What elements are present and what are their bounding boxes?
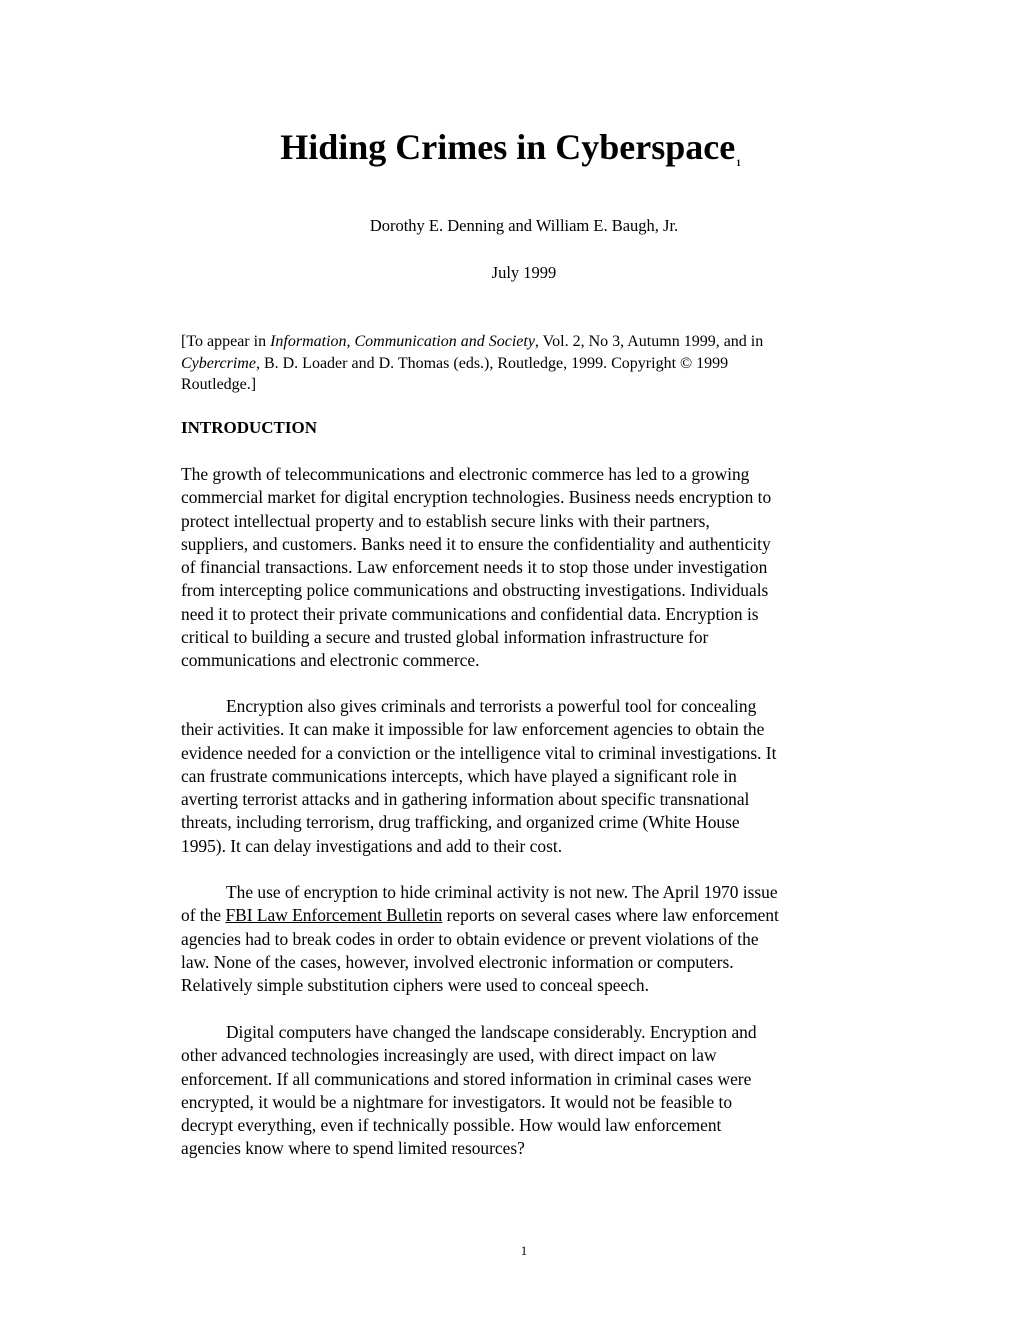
text-fragment: of the [181, 905, 226, 926]
citation-line-3: Routledge.] [181, 376, 257, 393]
citation-text: [To appear in [181, 333, 271, 350]
text-line: commercial market for digital encryption technologies. Business needs encryption to [181, 487, 772, 508]
text-line: communications and electronic commerce. [181, 650, 480, 671]
book-title: Cybercrime [181, 354, 256, 372]
text-line: other advanced technologies increasingly are used, with direct impact on law [181, 1045, 717, 1066]
paragraph-3 [181, 881, 881, 997]
text-line: threats, including terrorism, drug trafficking, and organized crime (White House [181, 812, 740, 833]
text-line: suppliers, and customers. Banks need it to ensure the confidentiality and authenticity [181, 533, 771, 554]
citation-note [181, 331, 871, 396]
paragraph-1 [181, 463, 881, 673]
text-line: encrypted, it would be a nightmare for investigators. It would not be feasible to [181, 1091, 733, 1112]
journal-title: Information, Communication and Society [270, 333, 535, 350]
text-line: Encryption also gives criminals and terrorists a powerful tool for concealing [226, 696, 757, 716]
citation-line-1 [181, 331, 871, 353]
page-number: 1 [520, 1243, 528, 1258]
text-line: need it to protect their private communications and confidential data. Encryption is [181, 603, 759, 624]
title-footnote-mark[interactable]: 1 [736, 158, 741, 168]
text-fragment: reports on several cases where law enforcement [442, 905, 779, 926]
text-line: can frustrate communications intercepts, which have played a significant role in [181, 765, 737, 786]
text-line: averting terrorist attacks and in gathering information about specific transnational [181, 789, 750, 810]
authors-line: Dorothy E. Denning and William E. Baugh, Jr. [369, 216, 679, 235]
text-line: protect intellectual property and to establish secure links with their partners, [181, 510, 710, 531]
fbi-bulletin-link[interactable]: FBI Law Enforcement Bulletin [225, 905, 443, 926]
paragraph-4 [181, 1021, 881, 1161]
text-line: decrypt everything, even if technically possible. How would law enforcement [181, 1115, 722, 1136]
text-line: agencies know where to spend limited resources? [181, 1138, 525, 1159]
text-line: law. None of the cases, however, involved electronic information or computers. [181, 951, 734, 972]
text-line: The use of encryption to hide criminal activity is not new. The April 1970 issue [226, 882, 778, 902]
paper-title [0, 124, 1020, 170]
publication-date: July 1999 [491, 263, 557, 282]
text-line: evidence needed for a conviction or the intelligence vital to criminal investigations. It [181, 742, 777, 763]
text-line: of financial transactions. Law enforcement needs it to stop those under investigation [181, 557, 768, 578]
citation-line-2 [181, 353, 871, 375]
section-heading-introduction: INTRODUCTION [181, 418, 318, 437]
text-line: critical to building a secure and trusted global information infrastructure for [181, 627, 709, 648]
text-line: from intercepting police communications and obstructing investigations. Individuals [181, 580, 769, 601]
text-line: agencies had to break codes in order to obtain evidence or prevent violations of the [181, 928, 759, 949]
text-line: The growth of telecommunications and electronic commerce has led to a growing [181, 464, 750, 484]
text-line: enforcement. If all communications and stored information in criminal cases were [181, 1068, 752, 1089]
text-line: Digital computers have changed the landscape considerably. Encryption and [226, 1022, 757, 1042]
paper-title-text: Hiding Crimes in Cyberspace [280, 127, 736, 167]
text-line: their activities. It can make it impossible for law enforcement agencies to obtain the [181, 719, 765, 740]
citation-text: , Vol. 2, No 3, Autumn 1999, and in [534, 333, 764, 350]
text-line [181, 904, 881, 927]
citation-text: , B. D. Loader and D. Thomas (eds.), Routledge, 1999. Copyright © 1999 [255, 354, 729, 372]
text-line: Relatively simple substitution ciphers were used to conceal speech. [181, 975, 649, 996]
paragraph-2 [181, 695, 881, 858]
text-line: 1995). It can delay investigations and add to their cost. [181, 835, 563, 856]
